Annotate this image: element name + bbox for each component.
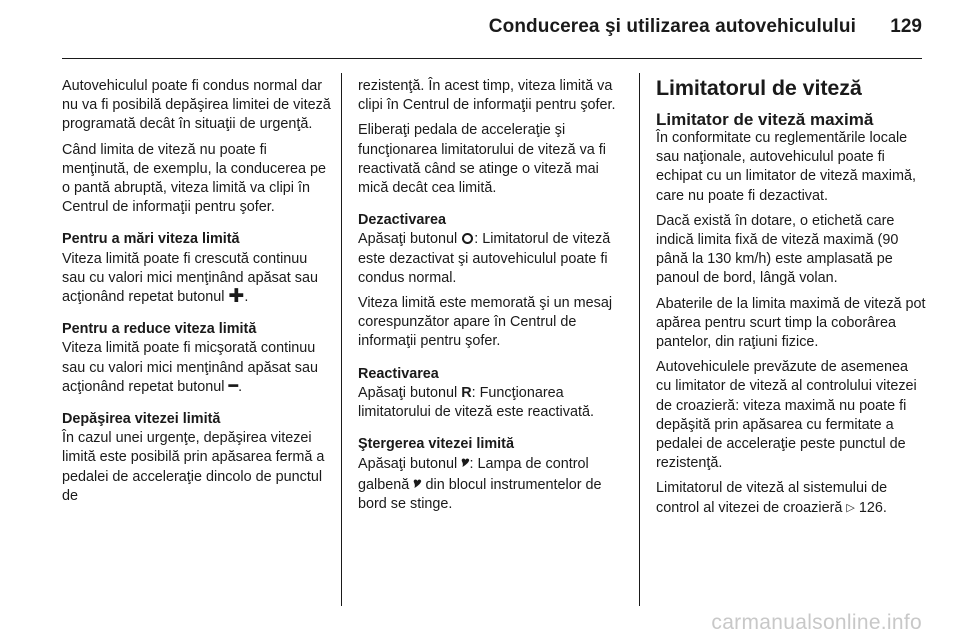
section-heading-speed-limiter: Limitatorul de viteză: [656, 76, 862, 100]
heading-reactivate: Reactivarea: [358, 365, 439, 382]
page-title: Conducerea şi utilizarea autovehiculului: [488, 16, 856, 37]
plus-button-icon: ✚: [228, 286, 245, 308]
page-header: [0, 0, 960, 60]
deactivate-text-post: : Limitatorul de viteză este dezactivat şi autovehiculul poate fi condus normal.: [358, 231, 611, 286]
heading-deactivate: Dezactivarea: [358, 212, 447, 229]
column-divider-2: [639, 73, 640, 606]
subsection-heading-max-speed-limiter: Limitator de viteză maximă: [656, 110, 874, 129]
paragraph-exceed-limit: În cazul unei urgenţe, depăşirea vitezei limită este posibilă prin apăsarea fermă a pedalei de acceleraţie dincolo de punctul de: [62, 430, 325, 504]
paragraph-resistance: rezistenţă. În acest timp, viteza limită va clipi în Centrul de informaţii pentru şofer.: [358, 78, 616, 114]
paragraph-cruise-control-limiter: Autovehiculele prevăzute de asemenea cu limitator de viteză al controlului vitezei de croazieră: viteza maximă nu poate fi depăşită prin apăsarea cu fermitate a pedalei de acceleraţie peste punctul de rezistenţă.: [656, 359, 917, 472]
delete-text-pre: Apăsaţi butonul: [358, 456, 458, 473]
delete-text-post: din blocul instrumentelor de bord se stinge.: [358, 476, 602, 512]
off-button-circle-icon: [462, 233, 473, 244]
column-2: [358, 77, 626, 520]
paragraph-deactivate: [358, 230, 626, 288]
paragraph-memory: Viteza limită este memorată şi un mesaj corespunzător apare în Centrul de informaţii pentru şofer.: [358, 295, 613, 350]
heading-delete-limit: Ştergerea vitezei limită: [358, 436, 514, 453]
paragraph-regulations: În conformitate cu reglementările locale sau naţionale, autovehiculul poate fi echipat cu un limitator de viteză maximă, care nu poate fi dezactivat.: [656, 130, 916, 204]
paragraph-delete-limit: [358, 454, 626, 514]
page-reference-arrow-icon: ▷: [846, 501, 855, 514]
heading-decrease-limit: Pentru a reduce viteza limită: [62, 321, 257, 338]
minus-button-icon: ━: [228, 377, 239, 395]
page-reference-link[interactable]: 126.: [858, 499, 887, 516]
column-3: [656, 77, 926, 524]
increase-text: Viteza limită poate fi crescută continuu sau cu valori mici menţinând apăsat sau acţionând repetat butonul: [62, 250, 318, 306]
page-number: 129: [890, 16, 922, 37]
paragraph-decrease-limit: Viteza limită poate fi micşorată continuu sau cu valori mici menţinând apăsat sau acţionând repetat butonul ━.: [62, 340, 318, 395]
paragraph-label: Dacă există în dotare, o etichetă care indică limita fixă de viteză maximă (90 până la 130 km/h) este amplasată pe panoul de bord, lângă volan.: [656, 212, 899, 287]
paragraph-deviations: Abaterile de la limita maximă de viteză pot apărea pentru scurt timp la coborârea pantelor, din raţiuni fizice.: [656, 295, 926, 351]
header-divider: [62, 58, 922, 59]
paragraph-release-pedal: Eliberaţi pedala de acceleraţie şi funcţionarea limitatorului de viteză va fi reactivată când se atinge o viteză mai mică decât cea limită.: [358, 122, 606, 197]
paragraph-reactivate: [358, 384, 626, 422]
delete-text-mid: : Lampa de control galbenă: [358, 456, 589, 493]
r-button-key: R: [461, 384, 472, 401]
speed-limiter-lamp-icon: 🎔: [461, 456, 470, 471]
decrease-text: Viteza limită poate fi micşorată continuu sau cu valori mici menţinând apăsat sau acţionând repetat butonul: [62, 340, 318, 395]
watermark: carmanualsonline.info: [711, 611, 922, 634]
heading-increase-limit: Pentru a mări viteza limită: [62, 231, 240, 248]
speed-limiter-lamp-icon-2: 🎔: [413, 476, 422, 491]
cross-reference-text: Limitatorul de viteză al sistemului de control al vitezei de croazieră: [656, 480, 888, 516]
paragraph-limit-not-kept: Când limita de viteză nu poate fi menţinută, de exemplu, la conducerea pe o pantă abruptă, viteza limită va clipi în Centrul de informaţii pentru şofer.: [62, 141, 326, 216]
paragraph-increase-limit: Viteza limită poate fi crescută continuu sau cu valori mici menţinând apăsat sau acţionând repetat butonul ✚.: [62, 250, 318, 308]
paragraph-cross-reference: [656, 479, 926, 517]
deactivate-text-pre: Apăsaţi butonul: [358, 231, 458, 248]
paragraph-normal-driving: Autovehiculul poate fi condus normal dar nu va fi posibilă depăşirea limitei de viteză programată decât în situaţii de urgenţă.: [62, 78, 331, 133]
column-divider-1: [341, 73, 342, 606]
reactivate-text-post: : Funcţionarea limitatorului de viteză este reactivată.: [358, 384, 594, 421]
heading-exceed-limit: Depăşirea vitezei limită: [62, 411, 221, 428]
reactivate-text-pre: Apăsaţi butonul: [358, 384, 458, 401]
column-1: [62, 77, 334, 512]
